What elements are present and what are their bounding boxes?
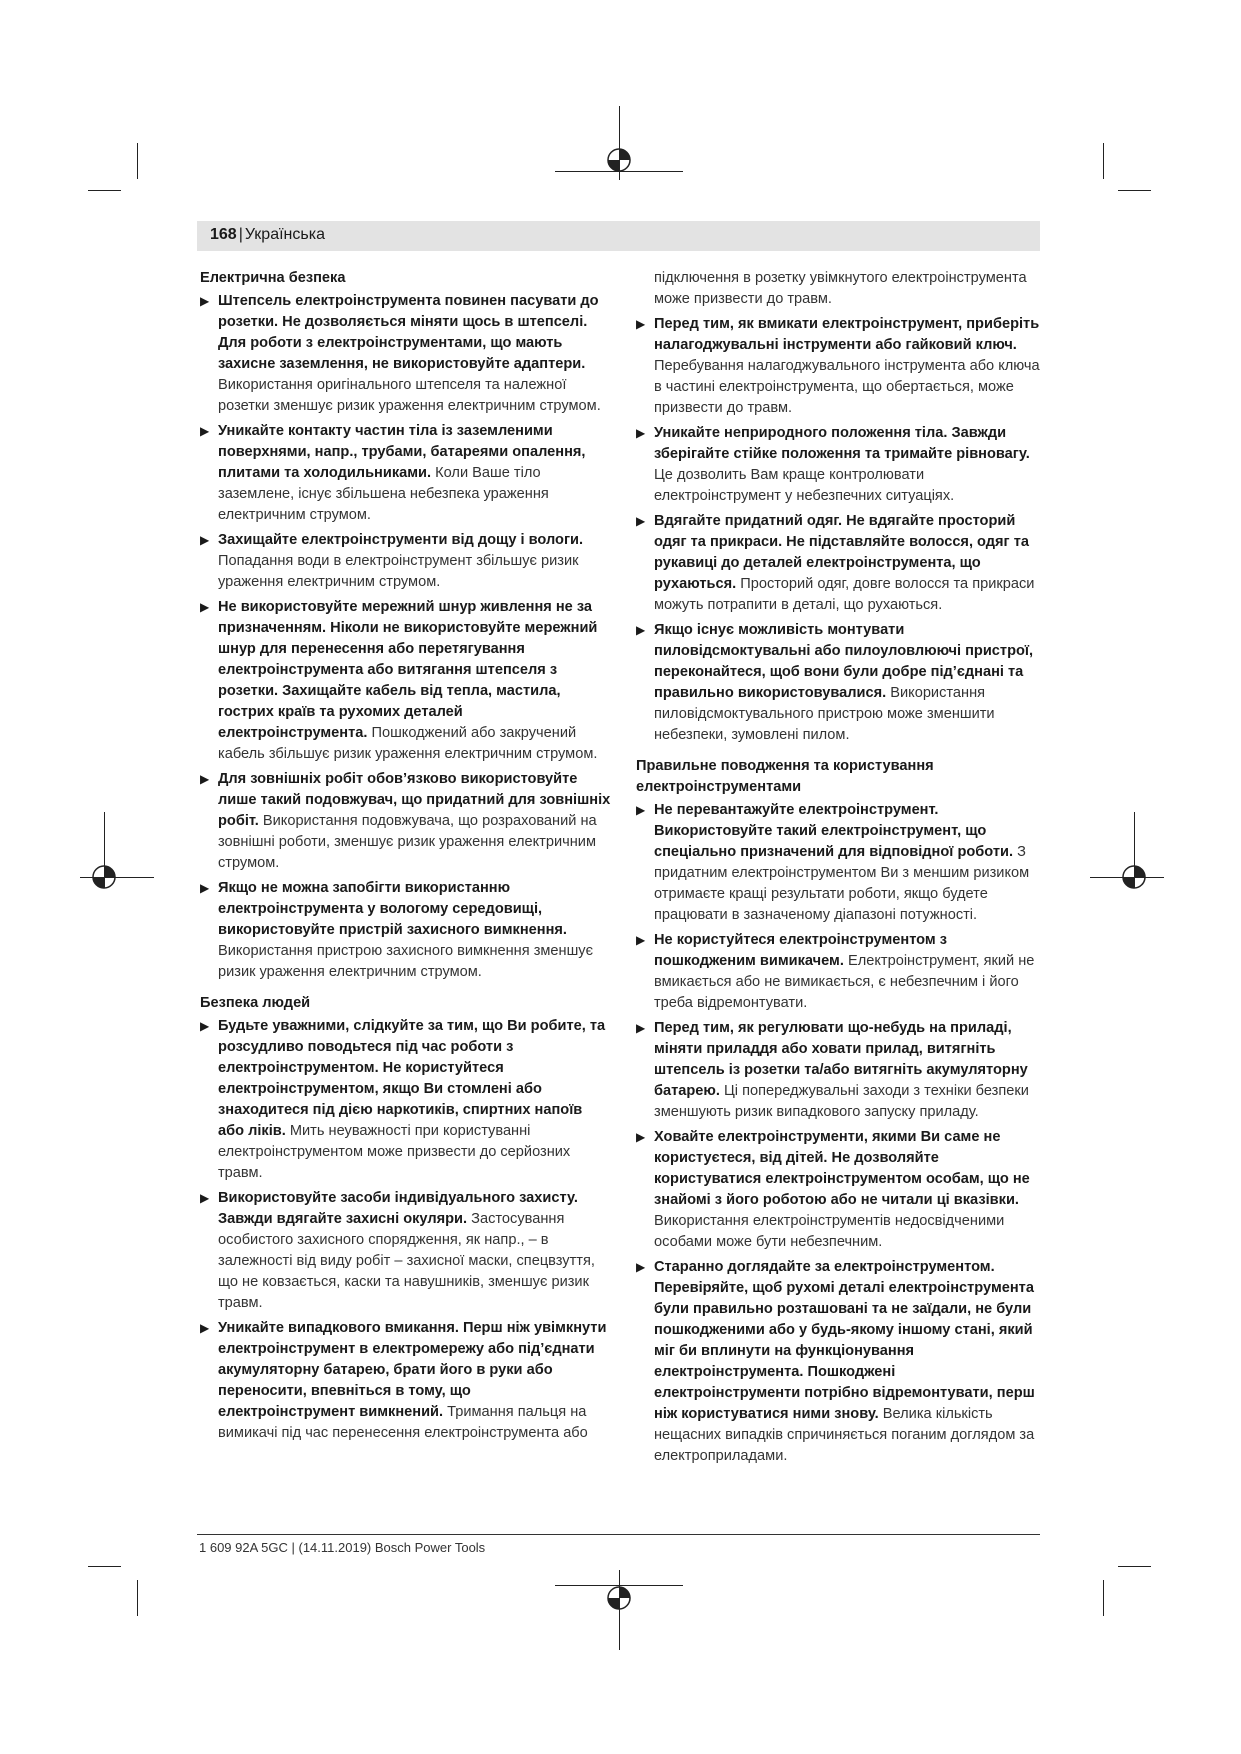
list-item [636, 930, 1040, 1014]
list-item [200, 1188, 612, 1314]
item-text: Використання подовжувача, що розрахований на зовнішні роботи, зменшує ризик ураження електричним струмом. [218, 813, 597, 871]
item-bold-text: Старанно доглядайте за електроінструментом. Перевіряйте, щоб рухомі деталі електроінструмента були правильно розташовані та не заїдали, не були пошкодженими або у будь-якому іншому стані, який міг би вплинути на функціонування електроінструмента. Пошкоджені електроінструменти потрібно відремонтувати, перш ніж користуватися ними знову. [654, 1259, 1035, 1422]
item-bold-text: Уникайте випадкового вмикання. Перш ніж увімкнути електроінструмент в електромережу або під’єднати акумуляторну батарею, брати його в руки або переносити, впевніться в тому, що електроінструмент вимкнений. [218, 1320, 607, 1420]
item-text: Велика кількість нещасних випадків спричиняється поганим доглядом за електроприладами. [654, 1406, 1035, 1464]
item-bold-text: Якщо не можна запобігти використанню електроінструмента у вологому середовищі, використовуйте пристрій захисного вимкнення. [218, 880, 567, 938]
right-column [636, 268, 1040, 1471]
item-bold-text: Уникайте неприродного положення тіла. Завжди зберігайте стійке положення та тримайте рівновагу. [654, 425, 1030, 462]
item-bold-text: Перед тим, як вмикати електроінструмент, приберіть налагоджувальні інструменти або гайковий ключ. [654, 316, 1040, 353]
item-bold-text: Перед тим, як регулювати що-небудь на приладі, міняти приладдя або ховати прилад, витягніть штепсель із розетки та/або витягніть акумуляторну батарею. [654, 1020, 1028, 1099]
header-language: Українська [244, 226, 325, 243]
item-bold-text: Уникайте контакту частин тіла із заземленими поверхнями, напр., трубами, батареями опалення, плитами та холодильниками. [218, 423, 586, 481]
item-text: Попадання води в електроінструмент збільшує ризик ураження електричним струмом. [218, 553, 579, 590]
list-item [200, 291, 612, 417]
item-bold-text: Не використовуйте мережний шнур живлення не за призначенням. Ніколи не використовуйте мережний шнур для перенесення або перетягування електроінструмента або витягання штепселя з розетки. Захищайте кабель від тепла, мастила, гострих країв та рухомих деталей електроінструмента. [218, 599, 598, 741]
list-item [636, 314, 1040, 419]
bullet-arrow-icon: ▶ [636, 933, 646, 947]
list-item [636, 800, 1040, 926]
left-column [200, 268, 612, 1448]
item-bold-text: Якщо існує можливість монтувати пиловідсмоктувальні або пилоуловлюючі пристрої, переконайтеся, щоб вони були добре під’єднані та правильно використовувалися. [654, 622, 1034, 701]
registration-mark-icon [606, 1585, 632, 1611]
registration-mark-icon [606, 147, 632, 173]
item-text: Використання оригінального штепселя та належної розетки зменшує ризик ураження електричним струмом. [218, 377, 601, 414]
list-item [200, 597, 612, 765]
item-text: Тримання пальця на вимикачі під час перенесення електроінструмента або [218, 1404, 588, 1441]
crop-mark [1118, 1566, 1151, 1567]
bullet-arrow-icon: ▶ [636, 1260, 646, 1274]
item-bold-text: Штепсель електроінструмента повинен пасувати до розетки. Не дозволяється міняти щось в штепселі. Для роботи з електроінструментами, що мають захисне заземлення, не використовуйте адаптери. [218, 293, 599, 372]
page-footer: 1 609 92A 5GC | (14.11.2019) Bosch Power Tools [199, 1540, 486, 1555]
crop-mark [1103, 143, 1104, 179]
registration-mark-icon [1121, 864, 1147, 890]
item-text: Використання електроінструментів недосвідченими особами може бути небезпечним. [654, 1213, 1005, 1250]
list-item [636, 423, 1040, 507]
item-text: Перебування налагоджувального інструмента або ключа в частині електроінструмента, що обертається, може призвести до травм. [654, 358, 1040, 416]
bullet-arrow-icon: ▶ [200, 1019, 210, 1033]
crop-mark [1118, 190, 1151, 191]
page-header [210, 226, 325, 244]
item-text: Ці попереджувальні заходи з техніки безпеки зменшують ризик випадкового запуску приладу. [654, 1083, 1029, 1120]
bullet-arrow-icon: ▶ [636, 514, 646, 528]
item-bold-text: Вдягайте придатний одяг. Не вдягайте просторий одяг та прикраси. Не підставляйте волосся, одяг та рукавиці до деталей електроінструмента, що рухаються. [654, 513, 1029, 592]
item-bold-text: Для зовнішніх робіт обов’язково використовуйте лише такий подовжувач, що придатний для зовнішніх робіт. [218, 771, 611, 829]
list-item [636, 1018, 1040, 1123]
list-item [200, 421, 612, 526]
list-item [200, 530, 612, 593]
bullet-arrow-icon: ▶ [636, 317, 646, 331]
item-text: Пошкоджений або закручений кабель збільшує ризик ураження електричним струмом. [218, 725, 598, 762]
list-item [636, 511, 1040, 616]
item-text: Застосування особистого захисного спорядження, як напр., – в залежності від виду робіт – захисної маски, спецвзуття, що не ковзається, каски та навушників, зменшує ризик травм. [218, 1211, 595, 1311]
list-item [200, 1318, 612, 1444]
item-bold-text: Ховайте електроінструменти, якими Ви саме не користуєтеся, від дітей. Не дозволяйте користуватися електроінструментом особам, що не знайомі з його роботою або не читали ці вказівки. [654, 1129, 1030, 1208]
item-bold-text: Використовуйте засоби індивідуального захисту. Завжди вдягайте захисні окуляри. [218, 1190, 578, 1227]
list-item [200, 769, 612, 874]
bullet-arrow-icon: ▶ [636, 1130, 646, 1144]
bullet-arrow-icon: ▶ [636, 1021, 646, 1035]
bullet-arrow-icon: ▶ [636, 803, 646, 817]
section-heading-electrical-safety: Електрична безпека [200, 270, 346, 286]
section-heading-tool-use: Правильне поводження та користування електроінструментами [636, 758, 934, 795]
item-text: Це дозволить Вам краще контролювати електроінструмент у небезпечних ситуаціях. [654, 467, 955, 504]
bullet-arrow-icon: ▶ [200, 294, 210, 308]
item-text: Використання пристрою захисного вимкнення зменшує ризик ураження електричним струмом. [218, 943, 594, 980]
crop-mark [137, 1580, 138, 1616]
item-text: Просторий одяг, довге волосся та прикраси можуть потрапити в деталі, що рухаються. [654, 576, 1035, 613]
item-text: З придатним електроінструментом Ви з меншим ризиком отримаєте кращі результати роботи, якщо будете працювати в зазначеному діапазоні потужності. [654, 844, 1030, 923]
list-item [636, 1257, 1040, 1467]
crop-mark [88, 1566, 121, 1567]
item-text: Використання пиловідсмоктувального пристрою може зменшити небезпеки, зумовлені пилом. [654, 685, 995, 743]
bullet-arrow-icon: ▶ [200, 600, 210, 614]
section-heading-personal-safety: Безпека людей [200, 995, 311, 1011]
bullet-arrow-icon: ▶ [200, 533, 210, 547]
crop-mark [137, 143, 138, 179]
bullet-arrow-icon: ▶ [200, 424, 210, 438]
footer-divider [197, 1534, 1040, 1535]
bullet-arrow-icon: ▶ [636, 623, 646, 637]
list-item [200, 1016, 612, 1184]
item-bold-text: Захищайте електроінструменти від дощу і вологи. [218, 532, 584, 548]
list-item [636, 1127, 1040, 1253]
crop-mark [88, 190, 121, 191]
bullet-arrow-icon: ▶ [200, 1191, 210, 1205]
bullet-arrow-icon: ▶ [200, 1321, 210, 1335]
item-bold-text: Не перевантажуйте електроінструмент. Використовуйте такий електроінструмент, що спеціально призначений для відповідної роботи. [654, 802, 1014, 860]
bullet-arrow-icon: ▶ [200, 881, 210, 895]
item-text: Електроінструмент, який не вмикається або не вимикається, є небезпечним і його треба відремонтувати. [654, 953, 1035, 1011]
list-item [200, 878, 612, 983]
bullet-arrow-icon: ▶ [200, 772, 210, 786]
item-bold-text: Будьте уважними, слідкуйте за тим, що Ви робите, та розсудливо поводьтеся під час роботи з електроінструментом. Не користуйтеся електроінструментом, якщо Ви стомлені або знаходитеся під дією наркотиків, спиртних напоїв або ліків. [218, 1018, 606, 1139]
item-text: Коли Ваше тіло заземлене, існує збільшена небезпека ураження електричним струмом. [218, 465, 549, 523]
list-item [636, 620, 1040, 746]
page-number: 168 [210, 226, 237, 243]
header-separator: | [238, 226, 243, 243]
item-text: Мить неуважності при користуванні електроінструментом може призвести до серйозних травм. [218, 1123, 571, 1181]
continued-text: підключення в розетку увімкнутого електроінструмента може призвести до травм. [654, 270, 1027, 307]
item-bold-text: Не користуйтеся електроінструментом з пошкодженим вимикачем. [654, 932, 947, 969]
bullet-arrow-icon: ▶ [636, 426, 646, 440]
crop-mark [1103, 1580, 1104, 1616]
registration-mark-icon [91, 864, 117, 890]
